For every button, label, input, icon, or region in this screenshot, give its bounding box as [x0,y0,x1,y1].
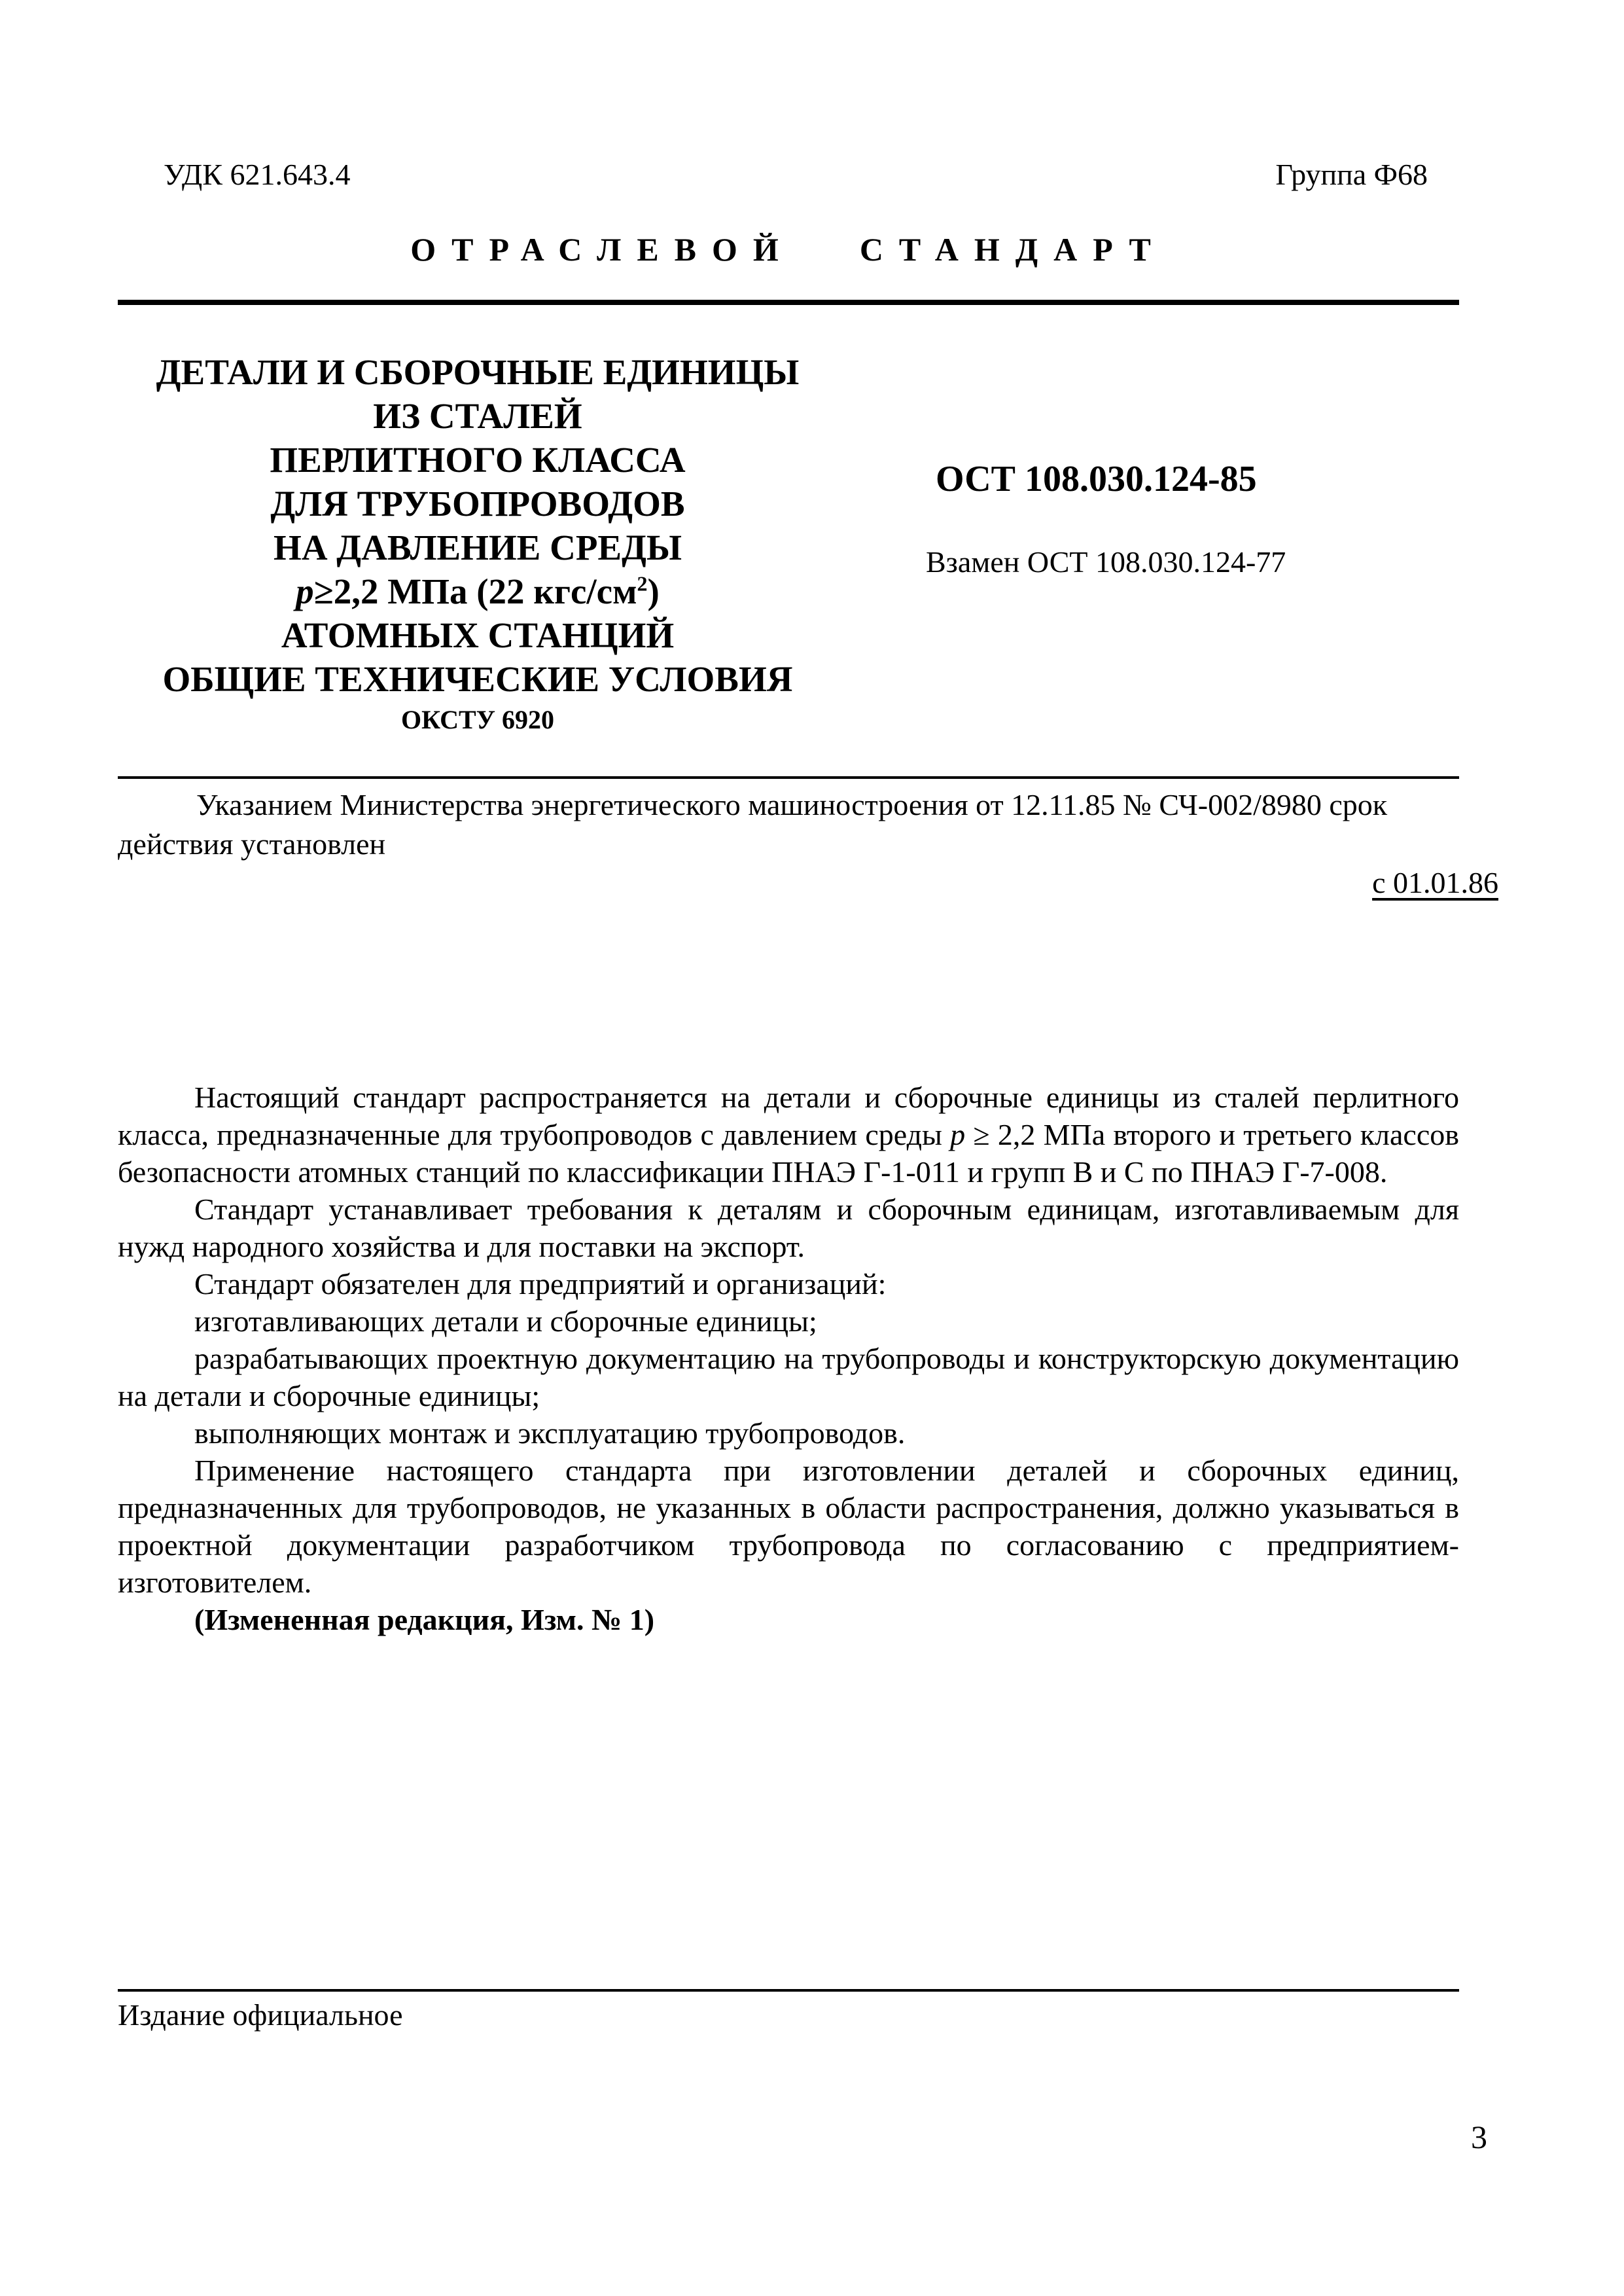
list-item: выполняющих монтаж и эксплуатацию трубопроводов. [194,1416,906,1450]
banner-word-1: ОТРАСЛЕВОЙ [410,231,794,268]
title-line-5: НА ДАВЛЕНИЕ СРЕДЫ [274,528,682,567]
header-rule [118,300,1459,305]
title-line-3: ПЕРЛИТНОГО КЛАССА [270,440,686,480]
title-line-2: ИЗ СТАЛЕЙ [373,396,582,436]
paragraph-scope: Настоящий стандарт распространяется на детали и сборочные единицы из сталей перлитного класса, предназначенные для трубопроводов с давлением среды p ≥ 2,2 МПа второго и третьего классов безопасности атомных станций по классификации ПНАЭ Г-1-011 и групп В и С по ПНАЭ Г-7-008. [118,1081,1459,1189]
footer-rule [118,1989,1459,1992]
paragraph-application: Применение настоящего стандарта при изготовлении деталей и сборочных единиц, предназначенных для трубопроводов, не указанных в области распространения, должно указываться в проектной документации разработчиком трубопровода по согласованию с предприятием-изготовителем. [118,1454,1459,1599]
revision-note: (Измененная редакция, Изм. № 1) [194,1603,655,1636]
standard-type-banner [118,230,1459,268]
ministry-notice [118,785,1459,864]
list-item: разрабатывающих проектную документацию на трубопроводы и конструкторскую документацию на детали и сборочные единицы; [118,1342,1459,1412]
scope-text [118,1079,1459,1638]
title-line-8: ОБЩИЕ ТЕХНИЧЕСКИЕ УСЛОВИЯ [162,659,793,699]
pressure-value: ≥2,2 МПа (22 кгс/см [313,571,637,611]
paragraph-requirements: Стандарт устанавливает требования к деталям и сборочным единицам, изготавливаемым для нужд народного хозяйства и для поставки на экспорт. [118,1193,1459,1263]
effective-date: с 01.01.86 [1372,866,1498,899]
udk-code: УДК 621.643.4 [164,158,351,191]
pressure-close: ) [647,571,660,611]
banner-word-2: СТАНДАРТ [859,231,1167,268]
title-line-1: ДЕТАЛИ И СБОРОЧНЫЕ ЕДИНИЦЫ [156,352,800,392]
pressure-symbol: p [296,571,314,611]
group-code: Группа Ф68 [1275,158,1428,191]
standard-number: ОСТ 108.030.124-85 [936,459,1257,499]
title-pressure-line [137,569,818,613]
notice-rule [118,776,1459,779]
notice-text: Указанием Министерства энергетического машиностроения от 12.11.85 № СЧ-002/8980 срок действия установлен [118,788,1388,861]
replaces-standard: Взамен ОСТ 108.030.124-77 [926,545,1286,579]
title-line-7: АТОМНЫХ СТАНЦИЙ [281,615,675,655]
okstu-code: ОКСТУ 6920 [400,705,555,734]
list-item: изготавливающих детали и сборочные единицы; [194,1304,817,1338]
page-number: 3 [1471,2119,1487,2155]
title-line-4: ДЛЯ ТРУБОПРОВОДОВ [270,484,685,524]
document-title [137,350,818,738]
official-edition-label: Издание официальное [118,1998,403,2032]
pressure-unit-exponent: 2 [637,571,648,596]
paragraph-mandatory: Стандарт обязателен для предприятий и организаций: [194,1267,887,1300]
